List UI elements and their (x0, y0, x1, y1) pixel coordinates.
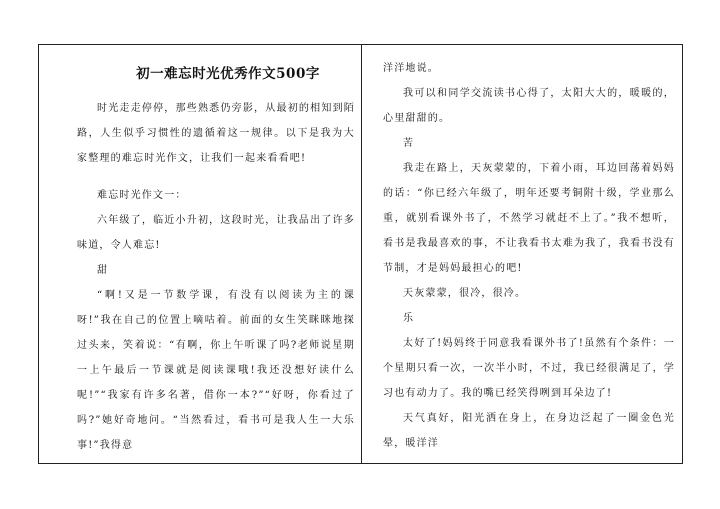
paragraph: 苦 (403, 138, 415, 149)
right-column (383, 44, 675, 464)
paragraph: 洋洋地说。 (383, 63, 439, 74)
paragraph-gap (77, 171, 355, 183)
paragraph: 难忘时光作文一： (97, 190, 187, 201)
paragraph: “啊!又是一节数学课，有没有以阅读为主的课呀!”我在自己的位置上嘀咕着。前面的女生笑眯眯地探过头来，笑着说：“有啊，你上午听课了吗?老师说星期一上午最后一节课就是阅读课哦!我还没想好读什么呢!”“我家有许多名著，借你一本?”“好呀，你看过了吗?”她好奇地问。“当然看过，看书可是我人生一大乐事!”我得意 (77, 290, 355, 451)
paragraph: 乐 (403, 313, 415, 324)
paragraph: 甜 (97, 265, 109, 276)
paragraph: 天气真好，阳光洒在身上，在身边泛起了一圈金色光晕，暖洋洋 (383, 413, 675, 449)
paragraph: 六年级了，临近小升初，这段时光，让我品出了许多味道，令人难忘! (77, 215, 355, 251)
document-title: 初一难忘时光优秀作文500字 (136, 66, 320, 82)
paragraph: 时光走走停停，那些熟悉仍旁影，从最初的相知到陌路，人生似乎习惯性的遗循着这一规律。以下是我为大家整理的难忘时光作文，让我们一起来看看吧! (77, 103, 355, 164)
column-divider (361, 44, 362, 464)
paragraph: 太好了!妈妈终于同意我看课外书了!虽然有个条件：一个星期只看一次，一次半小时，不过，我已经很满足了，学习也有动力了。我的嘴已经笑得咧到耳朵边了! (383, 338, 675, 399)
paragraph: 天灰蒙蒙，很冷，很冷。 (403, 288, 527, 299)
left-column (77, 44, 355, 464)
paragraph: 我走在路上，天灰蒙蒙的，下着小雨，耳边回荡着妈妈的话：“你已经六年级了，明年还要考铜附十级，学业那么重，就别看课外书了，不然学习就赶不上了。”我不想听，看书是我最喜欢的事，不让我看书太难为我了，我看书没有节制，才是妈妈最担心的吧! (383, 163, 675, 274)
paragraph: 我可以和同学交流读书心得了，太阳大大的，暖暖的，心里甜甜的。 (383, 88, 675, 124)
